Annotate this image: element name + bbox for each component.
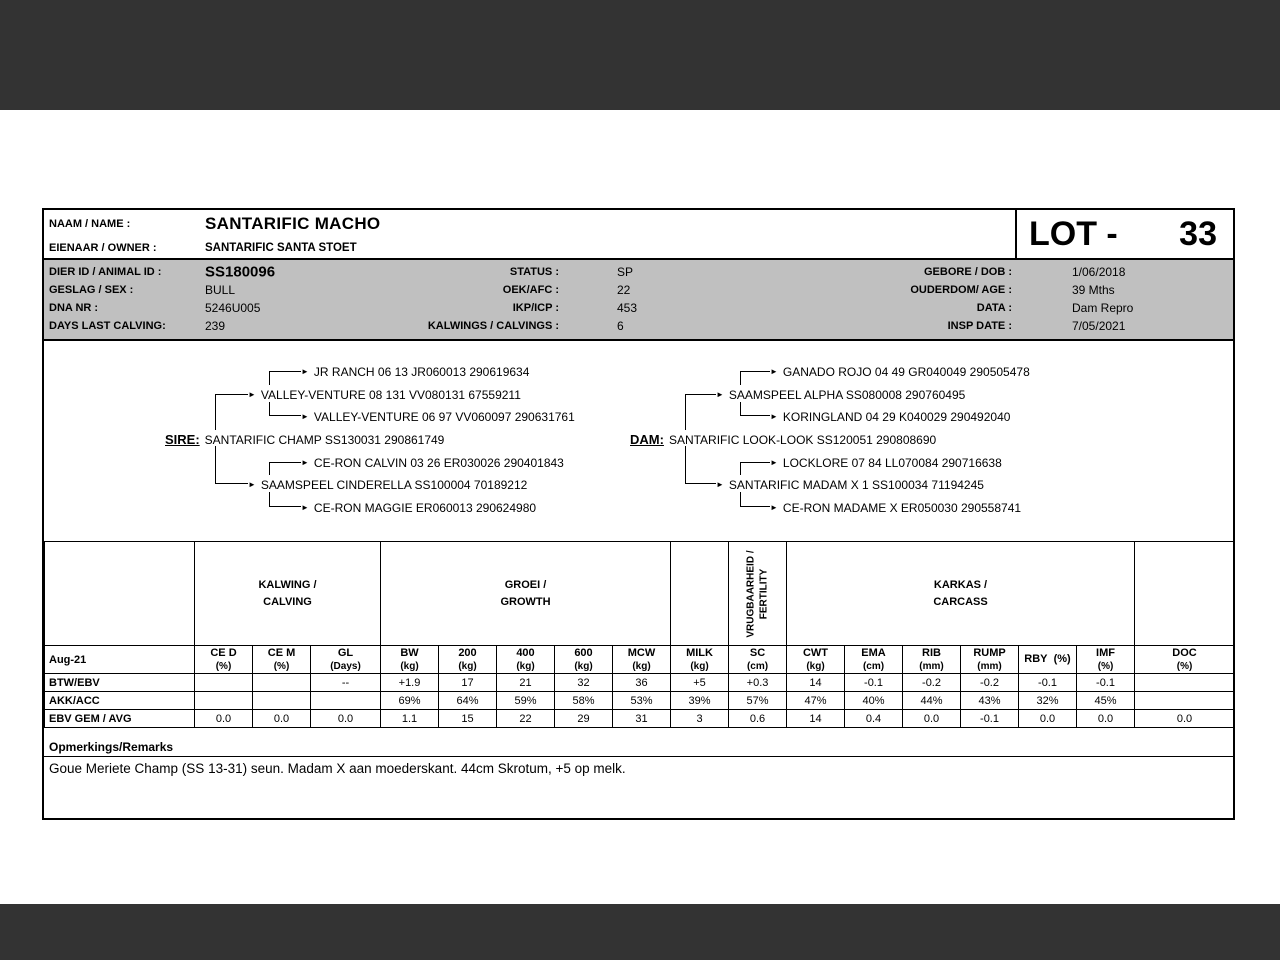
info-v3-row0: 1/06/2018 — [1072, 265, 1126, 279]
col-name-8: MILK — [686, 647, 713, 660]
col-unit-5: (kg) — [516, 660, 535, 672]
pedigree-arrow-icon: ► — [770, 502, 778, 512]
info-row-1 — [44, 281, 1233, 299]
info-v2-row3: 6 — [617, 319, 624, 333]
pedigree-arrow-icon: ► — [301, 366, 309, 376]
info-l2-row1: OEK/AFC : — [502, 284, 559, 296]
ebv-col-header-15 — [1077, 646, 1135, 674]
ebv-cell-r2-c8: 3 — [671, 710, 729, 728]
ebv-col-header-7 — [613, 646, 671, 674]
dam-g3c-node — [770, 455, 1002, 470]
ebv-table — [44, 541, 1235, 728]
ebv-cell-r1-c2 — [311, 692, 381, 710]
sire-connector-2 — [269, 371, 301, 385]
ebv-cell-r0-c12: -0.2 — [903, 674, 961, 692]
ebv-cell-r0-c14: -0.1 — [1019, 674, 1077, 692]
sire-g3c-name: CE-RON CALVIN 03 26 ER030026 290401843 — [313, 455, 564, 470]
col-name-14: RBY (%) — [1024, 652, 1071, 665]
col-unit-4: (kg) — [458, 660, 477, 672]
col-unit-0: (%) — [215, 660, 232, 672]
group-label-line: KARKAS / — [933, 579, 988, 591]
dam-g3c-name: LOCKLORE 07 84 LL070084 290716638 — [782, 455, 1002, 470]
pedigree-arrow-icon: ► — [716, 479, 724, 489]
remarks-label: Opmerkings/Remarks — [44, 728, 1233, 757]
sire-g3a-node — [301, 364, 529, 379]
dam-g1-node — [630, 432, 936, 447]
info-v3-row2: Dam Repro — [1072, 301, 1134, 315]
ebv-cell-r2-c9: 0.6 — [729, 710, 787, 728]
group-label — [381, 577, 670, 610]
ebv-row-label-0: BTW/EBV — [45, 674, 195, 692]
dam-g2a-name: SAAMSPEEL ALPHA SS080008 290760495 — [728, 387, 966, 402]
col-unit-16: (%) — [1176, 660, 1193, 672]
dam-g3b-node — [770, 409, 1010, 424]
dam-name: SANTARIFIC LOOK-LOOK SS120051 290808690 — [668, 432, 937, 447]
ebv-cell-r0-c1 — [253, 674, 311, 692]
info-v1-row2: 5246U005 — [205, 301, 261, 315]
ebv-col-header-16 — [1135, 646, 1235, 674]
dam-connector-4 — [740, 462, 770, 475]
sire-connector-3 — [269, 402, 301, 416]
dam-connector-2 — [740, 371, 770, 385]
ebv-cell-r1-c8: 39% — [671, 692, 729, 710]
sire-name: SANTARIFIC CHAMP SS130031 290861749 — [204, 432, 445, 447]
ebv-cell-r0-c11: -0.1 — [845, 674, 903, 692]
remarks-section — [44, 728, 1233, 780]
ebv-data-row-2 — [45, 710, 1235, 728]
animal-name: SANTARIFIC MACHO — [205, 213, 381, 233]
ebv-cell-r1-c15: 45% — [1077, 692, 1135, 710]
col-name-3: BW — [400, 647, 419, 660]
info-l1-row2: DNA NR : — [49, 302, 99, 314]
ebv-date-label: Aug-21 — [45, 646, 195, 674]
group-label — [195, 577, 380, 610]
info-v3-row1: 39 Mths — [1072, 283, 1115, 297]
group-label-line: FERTILITY — [757, 568, 769, 619]
sire-connector-5 — [269, 492, 301, 507]
ebv-cell-r0-c15: -0.1 — [1077, 674, 1135, 692]
ebv-cell-r2-c5: 22 — [497, 710, 555, 728]
ebv-cell-r1-c13: 43% — [961, 692, 1019, 710]
info-v3-row3: 7/05/2021 — [1072, 319, 1126, 333]
ebv-cell-r2-c1: 0.0 — [253, 710, 311, 728]
ebv-cell-r1-c3: 69% — [381, 692, 439, 710]
ebv-row-label-1: AKK/ACC — [45, 692, 195, 710]
pedigree-arrow-icon: ► — [301, 502, 309, 512]
owner-label: EIENAAR / OWNER : — [49, 241, 157, 254]
ebv-cell-r1-c9: 57% — [729, 692, 787, 710]
ebv-cell-r1-c1 — [253, 692, 311, 710]
ebv-cell-r0-c6: 32 — [555, 674, 613, 692]
ebv-cell-r1-c0 — [195, 692, 253, 710]
ebv-group-header-5 — [1135, 542, 1235, 646]
ebv-cell-r0-c16 — [1135, 674, 1235, 692]
ebv-group-header-4 — [787, 542, 1135, 646]
info-v2-row0: SP — [617, 265, 634, 279]
ebv-col-header-3 — [381, 646, 439, 674]
ebv-group-header-row — [45, 542, 1235, 646]
ebv-cell-r2-c16: 0.0 — [1135, 710, 1235, 728]
sire-g2a-name: VALLEY-VENTURE 08 131 VV080131 67559211 — [260, 387, 521, 402]
ebv-cell-r0-c10: 14 — [787, 674, 845, 692]
ebv-cell-r2-c10: 14 — [787, 710, 845, 728]
col-name-12: RIB — [922, 647, 941, 660]
ebv-cell-r0-c7: 36 — [613, 674, 671, 692]
dam-connector-0 — [685, 394, 716, 430]
ebv-cell-r2-c11: 0.4 — [845, 710, 903, 728]
ebv-cell-r1-c14: 32% — [1019, 692, 1077, 710]
info-l2-row2: IKP/ICP : — [512, 302, 559, 314]
col-name-15: IMF — [1096, 647, 1115, 660]
info-row-0 — [44, 263, 1233, 281]
sire-g3d-name: CE-RON MAGGIE ER060013 290624980 — [313, 500, 537, 515]
col-unit-10: (kg) — [806, 660, 825, 672]
ebv-col-header-9 — [729, 646, 787, 674]
ebv-cell-r0-c5: 21 — [497, 674, 555, 692]
info-l1-row1: GESLAG / SEX : — [49, 284, 134, 296]
ebv-data-row-1 — [45, 692, 1235, 710]
info-l3-row3: INSP DATE : — [947, 320, 1012, 332]
dam-connector-3 — [740, 402, 770, 416]
top-dark-bar — [0, 0, 1280, 110]
ebv-col-header-13 — [961, 646, 1019, 674]
group-label-line: CALVING — [263, 595, 312, 608]
dam-g3d-name: CE-RON MADAME X ER050030 290558741 — [782, 500, 1022, 515]
group-label-line: CARCASS — [933, 595, 988, 608]
lot-number: 33 — [1179, 214, 1217, 253]
ebv-corner-cell — [45, 542, 195, 646]
col-name-6: 600 — [574, 647, 593, 660]
sire-connector-4 — [269, 462, 301, 475]
ebv-col-header-5 — [497, 646, 555, 674]
sire-label: SIRE: — [165, 432, 200, 447]
dam-g2b-node — [716, 477, 984, 492]
info-l1-row3: DAYS LAST CALVING: — [49, 320, 166, 332]
ebv-cell-r1-c6: 58% — [555, 692, 613, 710]
ebv-cell-r0-c9: +0.3 — [729, 674, 787, 692]
lot-box — [1015, 210, 1233, 258]
col-unit-8: (kg) — [690, 660, 709, 672]
ebv-group-header-2 — [671, 542, 729, 646]
ebv-cell-r1-c5: 59% — [497, 692, 555, 710]
ebv-data-row-0 — [45, 674, 1235, 692]
name-row — [49, 210, 1015, 237]
col-name-16: DOC — [1172, 647, 1197, 660]
fertility-group-wrap — [729, 542, 786, 645]
remarks-text: Goue Meriete Champ (SS 13-31) seun. Madam X aan moederskant. 44cm Skrotum, +5 op melk. — [49, 761, 626, 776]
info-l1-row0: DIER ID / ANIMAL ID : — [49, 266, 162, 278]
ebv-cell-r2-c2: 0.0 — [311, 710, 381, 728]
info-v2-row2: 453 — [617, 301, 638, 315]
col-unit-12: (mm) — [919, 660, 944, 672]
ebv-cell-r0-c3: +1.9 — [381, 674, 439, 692]
ebv-cell-r2-c4: 15 — [439, 710, 497, 728]
ebv-col-header-2 — [311, 646, 381, 674]
ebv-cell-r2-c3: 1.1 — [381, 710, 439, 728]
ebv-cell-r2-c6: 29 — [555, 710, 613, 728]
ebv-column-header-row — [45, 646, 1235, 674]
col-name-2: GL — [337, 647, 354, 660]
ebv-col-header-10 — [787, 646, 845, 674]
ebv-cell-r1-c16 — [1135, 692, 1235, 710]
info-l2-row0: STATUS : — [509, 266, 559, 278]
col-name-0: CE D — [210, 647, 237, 660]
fertility-group-label — [745, 542, 770, 646]
group-label-line: KALWING / — [258, 579, 317, 591]
info-v1-row0: SS180096 — [205, 263, 276, 281]
ebv-col-header-6 — [555, 646, 613, 674]
animal-info-section — [44, 260, 1233, 341]
info-l3-row0: GEBORE / DOB : — [923, 266, 1012, 278]
ebv-cell-r2-c14: 0.0 — [1019, 710, 1077, 728]
pedigree-section — [44, 341, 1233, 541]
dam-connector-1 — [685, 446, 716, 484]
sire-g2b-node — [248, 477, 527, 492]
dam-g3d-node — [770, 500, 1021, 515]
ebv-cell-r0-c2: -- — [311, 674, 381, 692]
pedigree-arrow-icon: ► — [301, 411, 309, 421]
ebv-cell-r0-c8: +5 — [671, 674, 729, 692]
dam-g3a-node — [770, 364, 1030, 379]
owner-name: SANTARIFIC SANTA STOET — [205, 241, 357, 254]
info-v1-row3: 239 — [205, 319, 226, 333]
ebv-cell-r1-c12: 44% — [903, 692, 961, 710]
bottom-dark-bar — [0, 904, 1280, 960]
info-l2-row3: KALWINGS / CALVINGS : — [427, 320, 559, 332]
dam-g3a-name: GANADO ROJO 04 49 GR040049 290505478 — [782, 364, 1030, 379]
col-name-13: RUMP — [973, 647, 1006, 660]
ebv-col-header-14 — [1019, 646, 1077, 674]
ebv-cell-r0-c0 — [195, 674, 253, 692]
ebv-table-section — [44, 541, 1233, 728]
header-left — [44, 210, 1015, 258]
sire-connector-1 — [215, 446, 248, 484]
ebv-cell-r2-c0: 0.0 — [195, 710, 253, 728]
ebv-col-header-1 — [253, 646, 311, 674]
sire-g3b-name: VALLEY-VENTURE 06 97 VV060097 290631761 — [313, 409, 575, 424]
col-unit-6: (kg) — [574, 660, 593, 672]
ebv-group-header-3 — [729, 542, 787, 646]
info-l3-row2: DATA : — [976, 302, 1012, 314]
col-name-1: CE M — [267, 647, 296, 660]
col-unit-11: (cm) — [862, 660, 885, 672]
group-label — [787, 577, 1134, 610]
col-name-7: MCW — [627, 647, 656, 660]
ebv-cell-r1-c10: 47% — [787, 692, 845, 710]
sire-g1-node — [165, 432, 444, 447]
col-unit-13: (mm) — [977, 660, 1002, 672]
info-row-3 — [44, 317, 1233, 335]
info-v1-row1: BULL — [205, 283, 236, 297]
pedigree-arrow-icon: ► — [770, 457, 778, 467]
ebv-row-label-2: EBV GEM / AVG — [45, 710, 195, 728]
sire-g2b-name: SAAMSPEEL CINDERELLA SS100004 70189212 — [260, 477, 528, 492]
owner-row — [49, 237, 1015, 258]
col-unit-9: (cm) — [746, 660, 769, 672]
ebv-cell-r1-c4: 64% — [439, 692, 497, 710]
ebv-col-header-0 — [195, 646, 253, 674]
sire-g3a-name: JR RANCH 06 13 JR060013 290619634 — [313, 364, 530, 379]
col-name-11: EMA — [861, 647, 886, 660]
ebv-cell-r0-c4: 17 — [439, 674, 497, 692]
ebv-col-header-11 — [845, 646, 903, 674]
lot-prefix: LOT - — [1029, 214, 1118, 253]
ebv-cell-r2-c13: -0.1 — [961, 710, 1019, 728]
sire-g3c-node — [301, 455, 564, 470]
document-header — [44, 210, 1233, 260]
ebv-cell-r2-c7: 31 — [613, 710, 671, 728]
ebv-col-header-12 — [903, 646, 961, 674]
ebv-col-header-4 — [439, 646, 497, 674]
pedigree-arrow-icon: ► — [770, 366, 778, 376]
ebv-group-header-1 — [381, 542, 671, 646]
col-unit-7: (kg) — [632, 660, 651, 672]
name-label: NAAM / NAME : — [49, 217, 131, 230]
col-unit-15: (%) — [1097, 660, 1114, 672]
dam-g3b-name: KORINGLAND 04 29 K040029 290492040 — [782, 409, 1011, 424]
col-name-9: SC — [749, 647, 766, 660]
info-row-2 — [44, 299, 1233, 317]
pedigree-arrow-icon: ► — [770, 411, 778, 421]
group-label-line: GROWTH — [500, 595, 551, 608]
ebv-cell-r2-c12: 0.0 — [903, 710, 961, 728]
info-v2-row1: 22 — [617, 283, 631, 297]
col-name-5: 400 — [516, 647, 535, 660]
ebv-col-header-8 — [671, 646, 729, 674]
sire-g2a-node — [248, 387, 521, 402]
ebv-cell-r2-c15: 0.0 — [1077, 710, 1135, 728]
pedigree-arrow-icon: ► — [716, 389, 724, 399]
pedigree-arrow-icon: ► — [248, 479, 256, 489]
ebv-cell-r1-c11: 40% — [845, 692, 903, 710]
lot-document — [42, 208, 1235, 820]
sire-g3b-node — [301, 409, 575, 424]
dam-connector-5 — [740, 492, 770, 507]
sire-connector-0 — [215, 394, 248, 430]
dam-g2a-node — [716, 387, 965, 402]
dam-g2b-name: SANTARIFIC MADAM X 1 SS100034 71194245 — [728, 477, 984, 492]
pedigree-arrow-icon: ► — [248, 389, 256, 399]
group-label-line: VRUGBAARHEID / — [745, 549, 757, 638]
group-label-line: GROEI / — [504, 579, 547, 591]
col-unit-3: (kg) — [400, 660, 419, 672]
sire-g3d-node — [301, 500, 536, 515]
pedigree-arrow-icon: ► — [301, 457, 309, 467]
col-unit-1: (%) — [273, 660, 290, 672]
ebv-group-header-0 — [195, 542, 381, 646]
dam-label: DAM: — [630, 432, 664, 447]
col-name-10: CWT — [802, 647, 829, 660]
info-l3-row1: OUDERDOM/ AGE : — [910, 284, 1012, 296]
col-unit-2: (Days) — [330, 660, 361, 672]
ebv-cell-r1-c7: 53% — [613, 692, 671, 710]
col-name-4: 200 — [458, 647, 477, 660]
ebv-cell-r0-c13: -0.2 — [961, 674, 1019, 692]
